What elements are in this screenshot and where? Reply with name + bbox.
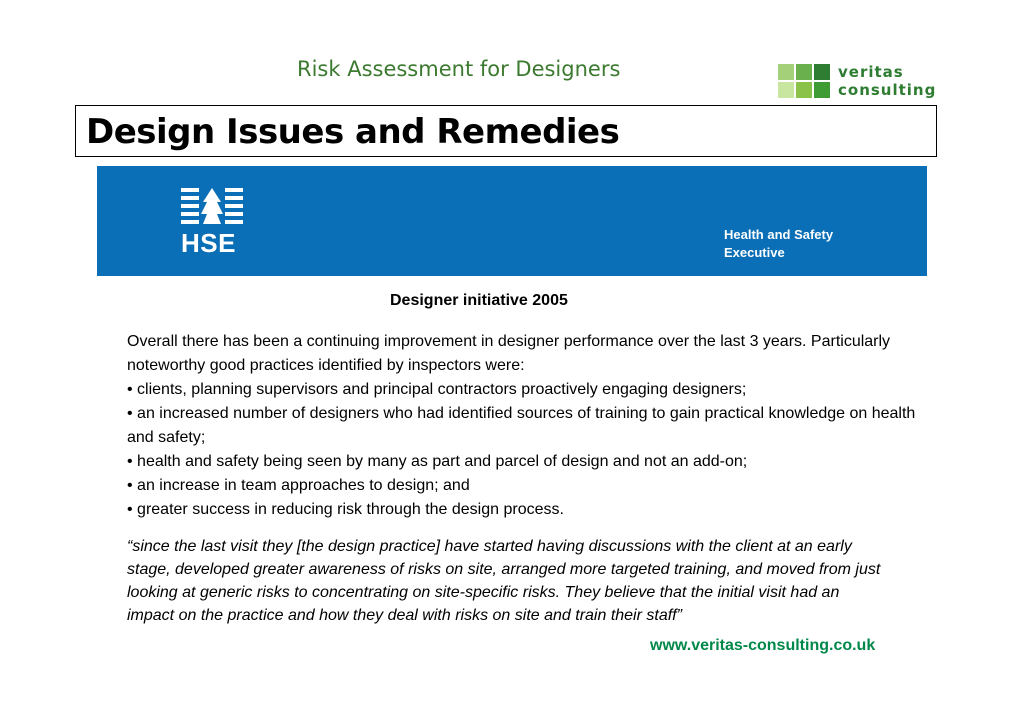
title-box bbox=[75, 105, 937, 157]
logo-text bbox=[838, 63, 936, 99]
bullet-item: • greater success in reducing risk through the design process. bbox=[127, 501, 564, 518]
hse-name bbox=[724, 226, 833, 262]
hse-banner bbox=[97, 166, 927, 276]
website-link[interactable]: www.veritas-consulting.co.uk bbox=[650, 637, 876, 654]
hse-name-line1: Health and Safety bbox=[724, 227, 834, 242]
bullet-item: • health and safety being seen by many as part and parcel of design and not an add-on; bbox=[127, 453, 748, 470]
body-text bbox=[127, 330, 917, 522]
logo-text-line1: veritas bbox=[838, 63, 904, 81]
logo-text-line2: consulting bbox=[838, 81, 937, 99]
bullet-item: • an increase in team approaches to design; and bbox=[127, 477, 470, 494]
page-title: Design Issues and Remedies bbox=[86, 112, 620, 152]
hse-logo-text: HSE bbox=[181, 228, 236, 258]
logo-grid-icon bbox=[778, 60, 834, 104]
hse-name-line2: Executive bbox=[724, 245, 785, 260]
bullet-item: • clients, planning supervisors and principal contractors proactively engaging designers; bbox=[127, 381, 747, 398]
veritas-logo bbox=[778, 60, 940, 104]
quote-paragraph: “since the last visit they [the design practice] have started having discussions with the client at an early stage, developed greater awareness of risks on site, arranged more targeted training, and moved from just looking at generic risks to concentrating on site-specific risks. They believe that the initial visit had an impact on the practice and how they deal with risks on site and train their staff” bbox=[127, 538, 881, 624]
intro-paragraph: Overall there has been a continuing improvement in designer performance over the last 3 years. Particularly noteworthy good practices identified by inspectors were: bbox=[127, 333, 891, 374]
subtitle: Risk Assessment for Designers bbox=[297, 57, 621, 81]
bullet-item: • an increased number of designers who had identified sources of training to gain practical knowledge on health and safety; bbox=[127, 405, 916, 446]
section-heading: Designer initiative 2005 bbox=[390, 292, 568, 309]
